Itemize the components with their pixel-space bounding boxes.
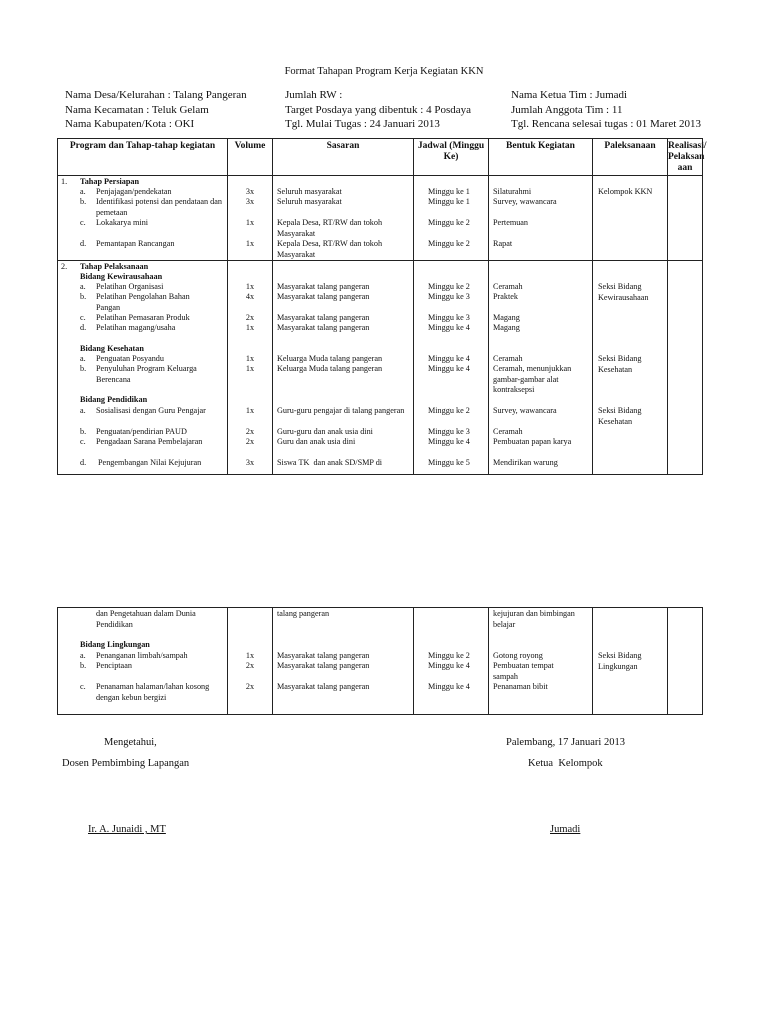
item-sasaran: Keluarga Muda talang pangeran xyxy=(277,364,383,373)
table-row-pelaksanaan xyxy=(58,261,703,475)
item-bentuk: Silaturahmi xyxy=(493,187,532,196)
item-sasaran: Masyarakat talang pangeran xyxy=(277,651,370,660)
item-bentuk: Mendirikan warung xyxy=(493,458,558,467)
item-jadwal: Minggu ke 2 xyxy=(428,651,470,660)
item-sasaran: Kepala Desa, RT/RW dan tokoh Masyarakat xyxy=(277,218,383,238)
item-sasaran: Masyarakat talang pangeran xyxy=(277,292,370,301)
item-jadwal: Minggu ke 2 xyxy=(428,218,470,227)
item-name: Pengadaan Sarana Pembelajaran xyxy=(96,437,203,446)
item-bentuk: Gotong royong xyxy=(493,651,543,660)
item-letter: a. xyxy=(80,406,86,415)
item-letter: a. xyxy=(80,187,86,196)
item-letter: c. xyxy=(80,313,86,322)
item-letter: a. xyxy=(80,354,86,363)
header-tgl-mulai: Tgl. Mulai Tugas : 24 Januari 2013 xyxy=(285,118,440,130)
header-kecamatan: Nama Kecamatan : Teluk Gelam xyxy=(65,103,209,116)
item-volume: 3x xyxy=(245,187,255,196)
item-volume: 2x xyxy=(245,682,255,691)
item-jadwal: Minggu ke 4 xyxy=(428,682,470,691)
header-col-targets xyxy=(285,88,471,132)
item-jadwal: Minggu ke 4 xyxy=(428,661,470,670)
item-letter: b. xyxy=(80,661,87,670)
header-target-posdaya: Target Posdaya yang dibentuk : 4 Posdaya xyxy=(285,103,471,116)
item-sasaran: Guru-guru pengajar di talang pangeran xyxy=(277,406,405,415)
item-name: Penciptaan xyxy=(96,661,132,670)
item-sasaran: Guru dan anak usia dini xyxy=(277,437,356,446)
item-bentuk: Ceramah xyxy=(493,282,523,291)
col-header-jadwal: Jadwal (Minggu Ke) xyxy=(414,139,489,176)
item-bentuk: Praktek xyxy=(493,292,519,301)
item-volume: 1x xyxy=(245,218,255,227)
item-name: Pemantapan Rancangan xyxy=(96,239,175,248)
item-bentuk: Magang xyxy=(493,323,520,332)
item-volume: 2x xyxy=(245,437,255,446)
item-bentuk: Penanaman bibit xyxy=(493,682,548,691)
document-title: Format Tahapan Program Kerja Kegiatan KKN xyxy=(284,66,484,77)
item-bentuk: Survey, wawancara xyxy=(493,406,557,415)
item-bentuk: Ceramah, menunjukkan gambar-gambar alat kontraksepsi xyxy=(493,364,572,394)
item-sasaran: Siswa TK dan anak SD/SMP di xyxy=(277,458,383,467)
col-header-realisasi: Realisasi/ Pelaksan aan xyxy=(668,139,703,176)
item-bentuk: Ceramah xyxy=(493,427,523,436)
pelaksana-kewirausahaan: Seksi Bidang Kewirausahaan xyxy=(598,282,649,302)
item-bentuk: Ceramah xyxy=(493,354,523,363)
program-table-continuation xyxy=(57,607,703,715)
item-jadwal: Minggu ke 3 xyxy=(428,292,470,301)
item-letter: b. xyxy=(80,364,87,373)
bentuk-continuation: kejujuran dan bimbingan belajar xyxy=(493,609,575,629)
item-bentuk: Pembuatan tempat sampah xyxy=(493,661,554,681)
subsection-lingkungan-title: Bidang Lingkungan xyxy=(80,640,150,649)
item-letter: d. xyxy=(80,458,87,467)
item-letter: a. xyxy=(80,651,86,660)
item-jadwal: Minggu ke 1 xyxy=(428,197,470,206)
col-header-pelaksanaan: Paleksanaan xyxy=(593,139,668,176)
item-name: Pelatihan Organisasi xyxy=(96,282,164,291)
pelaksana-lingkungan: Seksi Bidang Lingkungan xyxy=(598,651,642,671)
footer-ketua-role: Ketua Kelompok xyxy=(528,758,603,769)
item-volume: 1x xyxy=(245,282,255,291)
item-volume: 1x xyxy=(245,323,255,332)
item-sasaran: Seluruh masyarakat xyxy=(277,197,342,206)
item-sasaran: Kepala Desa, RT/RW dan tokoh Masyarakat xyxy=(277,239,383,259)
section2-title: Tahap Pelaksanaan xyxy=(80,262,149,271)
header-kabupaten: Nama Kabupaten/Kota : OKI xyxy=(65,118,195,130)
item-name: Pengembangan Nilai Kejujuran xyxy=(98,458,202,467)
item-name: Lokakarya mini xyxy=(96,218,149,227)
item-letter: c. xyxy=(80,682,86,691)
item-jadwal: Minggu ke 3 xyxy=(428,427,470,436)
subsection-kewirausahaan-title: Bidang Kewirausahaan xyxy=(80,272,163,281)
item-letter: c. xyxy=(80,437,86,446)
section1-title: Tahap Persiapan xyxy=(80,177,140,186)
item-bentuk: Rapat xyxy=(493,239,513,248)
header-ketua: Nama Ketua Tim : Jumadi xyxy=(511,89,628,101)
item-name: Sosialisasi dengan Guru Pengajar xyxy=(96,406,206,415)
item-volume: 3x xyxy=(245,458,255,467)
col-header-sasaran: Sasaran xyxy=(273,139,414,176)
pelaksana-pendidikan: Seksi Bidang Kesehatan xyxy=(598,406,642,426)
pelaksana-kesehatan: Seksi Bidang Kesehatan xyxy=(598,354,642,374)
header-col-team xyxy=(511,88,701,132)
sasaran-continuation: talang pangeran xyxy=(277,609,330,618)
section2-number: 2. xyxy=(61,262,68,271)
program-continuation: dan Pengetahuan dalam Dunia Pendidikan xyxy=(96,609,196,629)
item-sasaran: Seluruh masyarakat xyxy=(277,187,342,196)
item-letter: c. xyxy=(80,218,86,227)
section1-number: 1. xyxy=(61,177,68,186)
item-jadwal: Minggu ke 4 xyxy=(428,354,470,363)
item-name: Penjajagan/pendekatan xyxy=(96,187,172,196)
item-sasaran: Masyarakat talang pangeran xyxy=(277,682,370,691)
item-jadwal: Minggu ke 2 xyxy=(428,282,470,291)
item-letter: b. xyxy=(80,427,87,436)
table-header-row xyxy=(58,139,703,176)
item-jadwal: Minggu ke 4 xyxy=(428,364,470,373)
item-volume: 4x xyxy=(245,292,255,301)
item-jadwal: Minggu ke 4 xyxy=(428,437,470,446)
item-name: Pelatihan magang/usaha xyxy=(96,323,176,332)
footer-dosen-name: Ir. A. Junaidi , MT xyxy=(88,824,166,835)
item-volume: 3x xyxy=(245,197,255,206)
item-name: Identifikasi potensi dan pendataan dan pemetaan xyxy=(96,197,222,217)
item-name: Penyuluhan Program Keluarga Berencana xyxy=(96,364,197,384)
item-name: Penguatan/pendirian PAUD xyxy=(96,427,187,436)
item-jadwal: Minggu ke 2 xyxy=(428,406,470,415)
item-sasaran: Masyarakat talang pangeran xyxy=(277,313,370,322)
table-row-persiapan xyxy=(58,176,703,261)
item-bentuk: Survey, wawancara xyxy=(493,197,557,206)
item-sasaran: Keluarga Muda talang pangeran xyxy=(277,354,383,363)
item-jadwal: Minggu ke 3 xyxy=(428,313,470,322)
item-jadwal: Minggu ke 2 xyxy=(428,239,470,248)
item-volume: 2x xyxy=(245,661,255,670)
item-jadwal: Minggu ke 5 xyxy=(428,458,470,467)
item-name: Penanaman halaman/lahan kosong dengan kebun bergizi xyxy=(96,682,210,702)
item-bentuk: Magang xyxy=(493,313,520,322)
item-name: Pelatihan Pemasaran Produk xyxy=(96,313,190,322)
item-letter: a. xyxy=(80,282,86,291)
header-col-location xyxy=(65,88,247,132)
item-name: Penanganan limbah/sampah xyxy=(96,651,188,660)
footer-mengetahui: Mengetahui, xyxy=(104,737,157,748)
program-table xyxy=(57,138,707,475)
col-header-bentuk: Bentuk Kegiatan xyxy=(489,139,593,176)
item-letter: b. xyxy=(80,197,87,206)
header-tgl-selesai: Tgl. Rencana selesai tugas : 01 Maret 2013 xyxy=(511,118,702,130)
item-sasaran: Guru-guru dan anak usia dini xyxy=(277,427,373,436)
header-jumlah-rw: Jumlah RW : xyxy=(285,89,343,101)
item-name: Pelatihan Pengolahan Bahan Pangan xyxy=(96,292,190,312)
item-volume: 2x xyxy=(245,427,255,436)
item-letter: d. xyxy=(80,323,87,332)
footer-ketua-name: Jumadi xyxy=(550,824,581,835)
item-bentuk: Pembuatan papan karya xyxy=(493,437,572,446)
item-jadwal: Minggu ke 4 xyxy=(428,323,470,332)
item-pelaksana: Kelompok KKN xyxy=(598,187,653,196)
subsection-kesehatan-title: Bidang Kesehatan xyxy=(80,344,144,353)
header-desa: Nama Desa/Kelurahan : Talang Pangeran xyxy=(65,89,247,101)
header-anggota: Jumlah Anggota Tim : 11 xyxy=(511,103,623,116)
item-jadwal: Minggu ke 1 xyxy=(428,187,470,196)
footer-date: Palembang, 17 Januari 2013 xyxy=(506,737,625,748)
item-volume: 1x xyxy=(245,406,255,415)
item-sasaran: Masyarakat talang pangeran xyxy=(277,661,370,670)
col-header-volume: Volume xyxy=(228,139,273,176)
item-sasaran: Masyarakat talang pangeran xyxy=(277,282,370,291)
item-volume: 1x xyxy=(245,239,255,248)
subsection-pendidikan-title: Bidang Pendidikan xyxy=(80,395,148,404)
item-volume: 1x xyxy=(245,651,255,660)
footer-dosen-role: Dosen Pembimbing Lapangan xyxy=(62,758,190,769)
item-letter: b. xyxy=(80,292,87,301)
item-volume: 2x xyxy=(245,313,255,322)
table-row-lingkungan xyxy=(58,608,703,715)
item-letter: d. xyxy=(80,239,87,248)
item-volume: 1x xyxy=(245,354,255,363)
item-bentuk: Pertemuan xyxy=(493,218,529,227)
col-header-program: Program dan Tahap-tahap kegiatan xyxy=(58,139,228,176)
item-sasaran: Masyarakat talang pangeran xyxy=(277,323,370,332)
item-name: Penguatan Posyandu xyxy=(96,354,164,363)
item-volume: 1x xyxy=(245,364,255,373)
